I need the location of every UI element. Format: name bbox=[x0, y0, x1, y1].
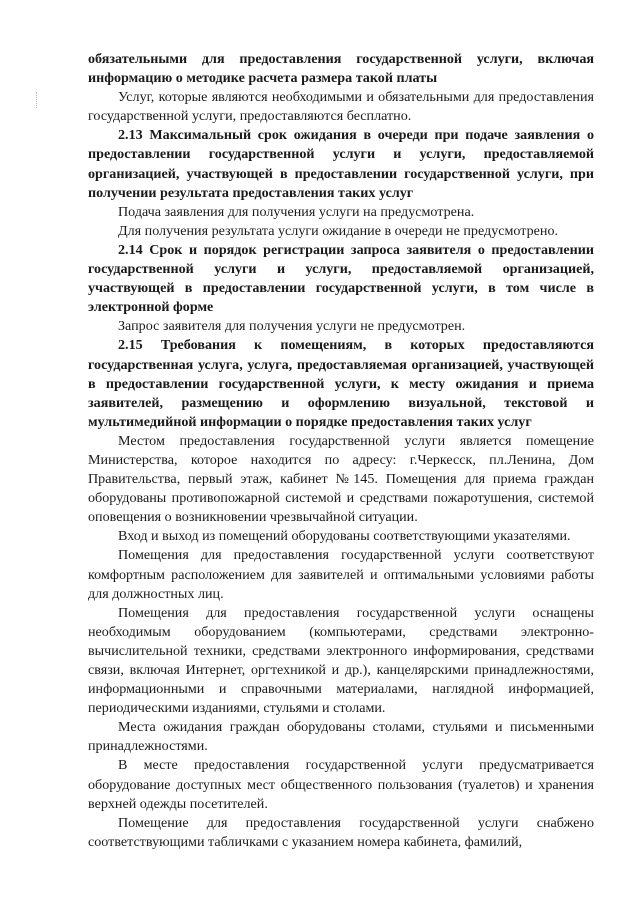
section-heading-2-14: 2.14 Срок и порядок регистрации запроса заявителя о предоставлении государственной услуги и услуги, предоставляемой организацией, участвующей в предоставлении государственной услуги, в том числе в электронной форме bbox=[88, 241, 594, 316]
paragraph-text: Для получения результата услуги ожидание в очереди не предусмотрено. bbox=[118, 222, 559, 239]
paragraph-text: Помещения для предоставления государственной услуги соответствуют комфортным расположением для заявителей и оптимальными условиями работы для должностных лиц. bbox=[88, 547, 594, 602]
paragraph-text: Запрос заявителя для получения услуги не предусмотрен. bbox=[118, 318, 466, 335]
paragraph-text: Помещение для предоставления государственной услуги снабжено соответствующими табличками с указанием номера кабинета, фамилий, bbox=[88, 814, 594, 850]
paragraph-heading-continuation: обязательными для предоставления государственной услуги, включая информацию о методике расчета размера такой платы bbox=[88, 51, 594, 87]
paragraph-text: Услуг, которые являются необходимыми и обязательными для предоставления государственной услуги, предоставляются бесплатно. bbox=[88, 89, 594, 125]
paragraph-text: Подача заявления для получения услуги на предусмотрена. bbox=[118, 203, 475, 220]
paragraph-text: Вход и выход из помещений оборудованы соответствующими указателями. bbox=[118, 528, 571, 545]
paragraph-text: Помещения для предоставления государственной услуги оснащены необходимым оборудованием (компьютерами, средствами электронно-вычислительной техники, средствами электронного информирования, средствами связи, включая Интернет, оргтехникой и др.), канцелярскими принадлежностями, информационными и справочными материалами, наглядной информацией, периодическими изданиями, стульями и столами. bbox=[88, 604, 594, 717]
paragraph-text: В месте предоставления государственной услуги предусматривается оборудование доступных мест общественного пользования (туалетов) и хранения верхней одежды посетителей. bbox=[88, 757, 594, 812]
document-body bbox=[88, 50, 594, 852]
section-heading-2-13: 2.13 Максимальный срок ожидания в очереди при подаче заявления о предоставлении государственной услуги и услуги, предоставляемой организацией, участвующей в предоставлении государственной услуги, при получении результата предоставления таких услуг bbox=[88, 127, 594, 201]
paragraph-text: Местом предоставления государственной услуги является помещение Министерства, которое находится по адресу: г.Черкесск, пл.Ленина, Дом Правительства, первый этаж, кабинет №145. Помещения для приема граждан оборудованы противопожарной системой и средствами пожаротушения, системой оповещения о возникновении чрезвычайной ситуации. bbox=[88, 432, 594, 526]
section-heading-2-15: 2.15 Требования к помещениям, в которых предоставляются государственная услуга, услуга, предоставляемая организацией, участвующей в предоставлении государственной услуги, к месту ожидания и приема заявителей, размещению и оформлению визуальной, текстовой и мультимедийной информации о порядке предоставления таких услуг bbox=[88, 337, 594, 430]
paragraph-text: Места ожидания граждан оборудованы столами, стульями и письменными принадлежностями. bbox=[88, 719, 594, 755]
margin-mark bbox=[36, 92, 38, 108]
